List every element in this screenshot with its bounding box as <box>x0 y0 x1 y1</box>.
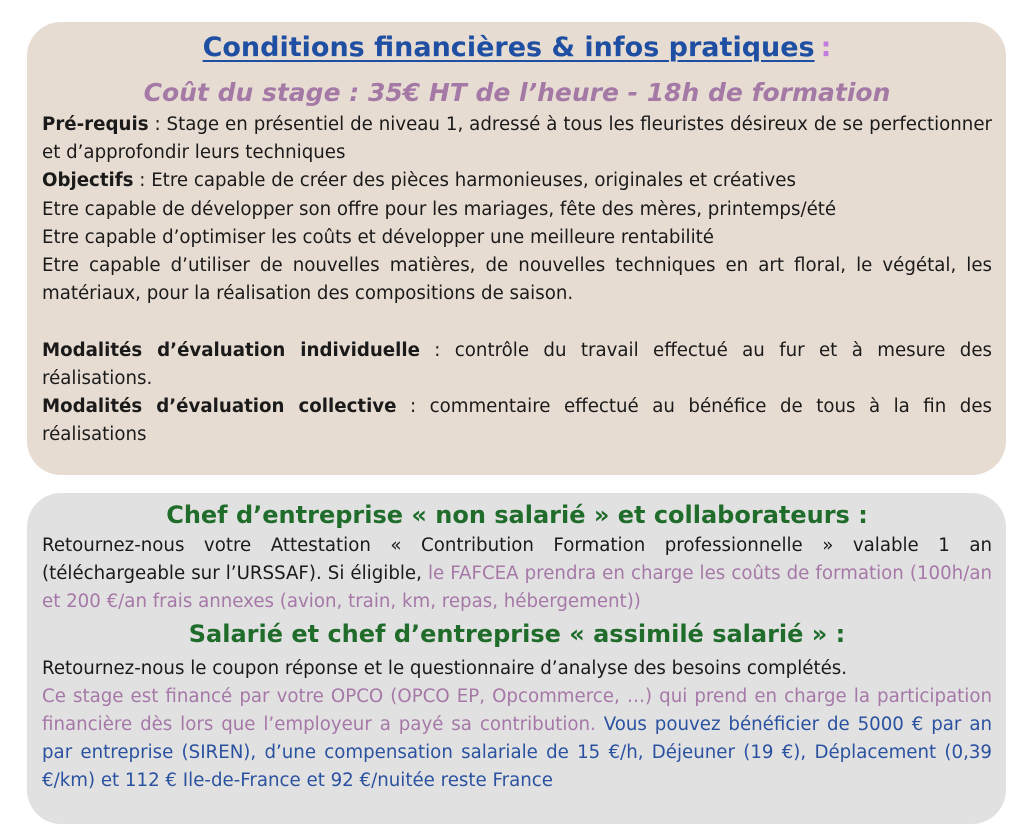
funding-panel <box>27 493 1006 824</box>
objectives-label: Objectifs <box>42 170 134 192</box>
individual-evaluation-text: : contrôle du travail effectué au fur et à mesure des réalisations. <box>42 339 992 389</box>
objective-4: Etre capable d’utiliser de nouvelles matières, de nouvelles techniques en art floral, le végétal, les matériaux, pour la réalisation des compositions de saison. <box>42 255 992 305</box>
compensation-text: Vous pouvez bénéficier de 5000 € par an par entreprise (SIREN), d’une compensation salariale de 15 €/h, Déjeuner (19 €), Déplacement (0,39 €/km) et 112 € Ile-de-France et 92 €/nuitée reste France <box>42 714 992 792</box>
non-salaried-heading: Chef d’entreprise « non salarié » et collaborateurs : <box>166 501 868 529</box>
financial-conditions-panel <box>27 22 1006 475</box>
section-title-text: Conditions financières & infos pratiques <box>202 32 815 63</box>
salaried-heading: Salarié et chef d’entreprise « assimilé salarié » : <box>188 619 846 648</box>
prerequisites-label: Pré-requis <box>42 114 149 135</box>
non-salaried-text: Retournez-nous votre Attestation « Contribution Formation professionnelle » valable 1 an (téléchargeable sur l’URSSAF). Si éligible, <box>42 535 992 585</box>
objective-3: Etre capable d’optimiser les coûts et développer une meilleure rentabilité <box>42 226 714 248</box>
collective-evaluation-text: : commentaire effectué au bénéfice de tous à la fin des réalisations <box>42 396 992 446</box>
objective-1 <box>42 167 992 195</box>
prerequisites <box>42 111 992 167</box>
course-cost: Coût du stage : 35€ HT de l’heure - 18h de formation <box>143 78 891 107</box>
section-title <box>42 31 992 65</box>
salaried-paragraph: Retournez-nous le coupon réponse et le questionnaire d’analyse des besoins complétés. <box>42 657 848 679</box>
individual-evaluation-label: Modalités d’évaluation individuelle <box>42 339 420 361</box>
opco-paragraph <box>42 683 992 796</box>
collective-evaluation-label: Modalités d’évaluation collective <box>42 396 397 418</box>
spacer <box>42 308 992 336</box>
objective-2: Etre capable de développer son offre pour les mariages, fête des mères, printemps/été <box>42 198 837 220</box>
opco-text: Ce stage est financé par votre OPCO (OPCO EP, Opcommerce, …) qui prend en charge la participation financière dès lors que l’employeur a payé sa contribution. <box>42 685 992 736</box>
non-salaried-paragraph <box>42 532 992 617</box>
fafcea-text: le FAFCEA prendra en charge les coûts de formation (100h/an et 200 €/an frais annexes (avion, train, km, repas, hébergement)) <box>42 563 992 613</box>
section-title-colon: : <box>820 32 832 63</box>
individual-evaluation <box>42 337 992 393</box>
objective-1-text: : Etre capable de créer des pièces harmonieuses, originales et créatives <box>133 170 796 192</box>
prerequisites-text: : Stage en présentiel de niveau 1, adressé à tous les fleuristes désireux de se perfectionner et d’approfondir leurs techniques <box>42 114 992 164</box>
collective-evaluation <box>42 393 992 449</box>
